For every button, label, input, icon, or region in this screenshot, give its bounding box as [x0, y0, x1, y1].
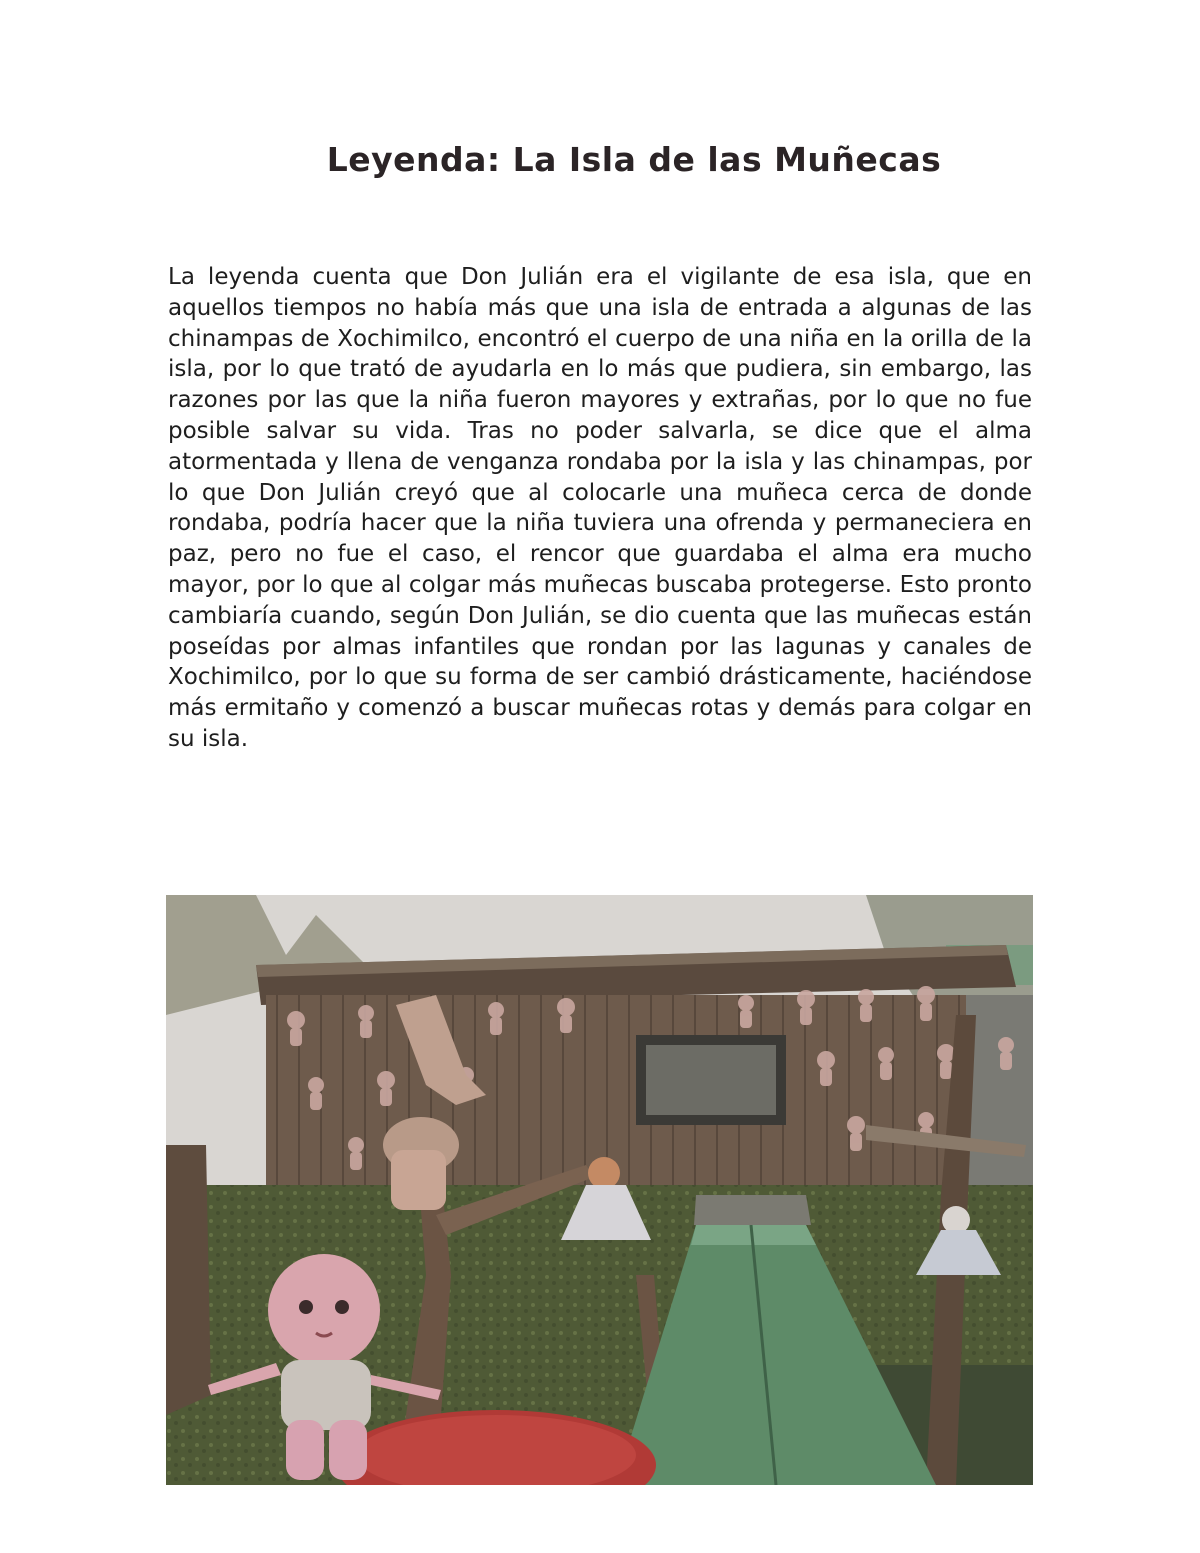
page-title: Leyenda: La Isla de las Muñecas: [326, 140, 942, 179]
doll-island-photo: [166, 895, 1033, 1485]
legend-paragraph: La leyenda cuenta que Don Julián era el vigilante de esa isla, que en aquellos tiempos no había más que una isla de entrada a algunas de las chinampas de Xochimilco, encontró el cuerpo de una niña en la orilla de la isla, por lo que trató de ayudarla en lo más que pudiera, sin embargo, las razones por las que la niña fueron mayores y extrañas, por lo que no fue posible salvar su vida. Tras no poder salvarla, se dice que el alma atormentada y llena de venganza rondaba por la isla y las chinampas, por lo que Don Julián creyó que al colocarle una muñeca cerca de donde rondaba, podría hacer que la niña tuviera una ofrenda y permaneciera en paz, pero no fue el caso, el rencor que guardaba el alma era mucho mayor, por lo que al colgar más muñecas buscaba protegerse. Esto pronto cambiaría cuando, según Don Julián, se dio cuenta que las muñecas están poseídas por almas infantiles que rondan por las lagunas y canales de Xochimilco, por lo que su forma de ser cambió drásticamente, haciéndose más ermitaño y comenzó a buscar muñecas rotas y demás para colgar en su isla.: [168, 264, 1032, 752]
